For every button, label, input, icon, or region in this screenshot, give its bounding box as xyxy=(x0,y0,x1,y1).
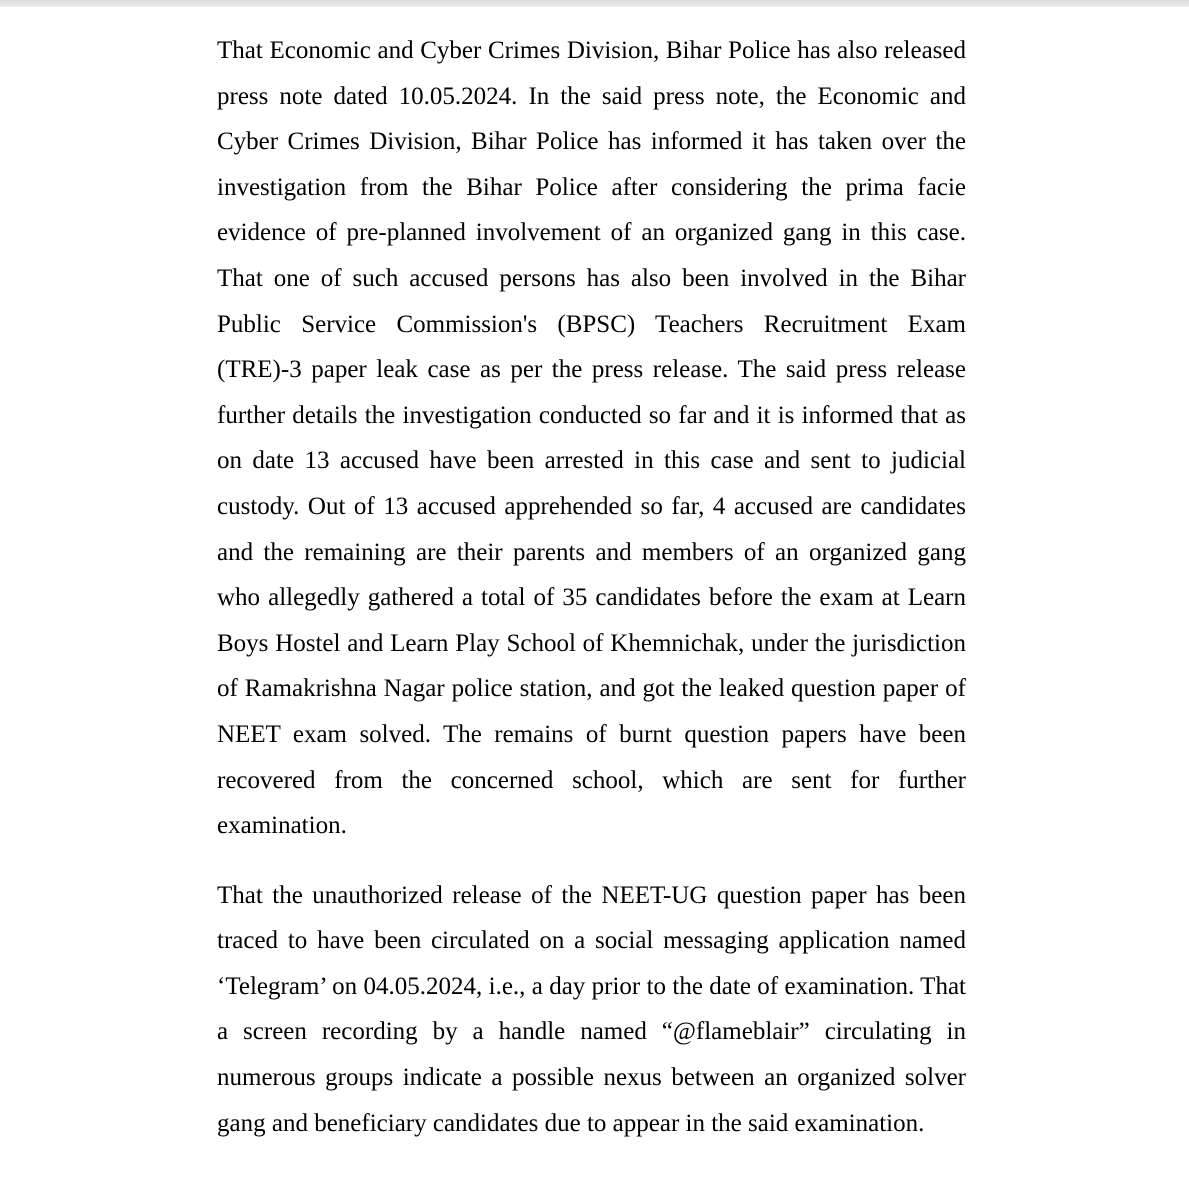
paragraph-telegram-leak: That the unauthorized release of the NEET-UG question paper has been traced to have been circulated on a social messaging application named ‘Telegram’ on 04.05.2024, i.e., a day prior to the date of examination. That a screen recording by a handle named “@flameblair” circulating in numerous groups indicate a possible nexus between an organized solver gang and beneficiary candidates due to appear in the said examination. xyxy=(217,881,966,1137)
document-page xyxy=(217,28,966,1146)
paragraph-ecc-press-note: That Economic and Cyber Crimes Division, Bihar Police has also released press note dated 10.05.2024. In the said press note, the Economic and Cyber Crimes Division, Bihar Police has informed it has taken over the investigation from the Bihar Police after considering the prima facie evidence of pre-planned involvement of an organized gang in this case. That one of such accused persons has also been involved in the Bihar Public Service Commission's (BPSC) Teachers Recruitment Exam (TRE)-3 paper leak case as per the press release. The said press release further details the investigation conducted so far and it is informed that as on date 13 accused have been arrested in this case and sent to judicial custody. Out of 13 accused apprehended so far, 4 accused are candidates and the remaining are their parents and members of an organized gang who allegedly gathered a total of 35 candidates before the exam at Learn Boys Hostel and Learn Play School of Khemnichak, under the jurisdiction of Ramakrishna Nagar police station, and got the leaked question paper of NEET exam solved. The remains of burnt question papers have been recovered from the concerned school, which are sent for further examination. xyxy=(217,37,966,840)
window-top-edge xyxy=(0,0,1189,7)
